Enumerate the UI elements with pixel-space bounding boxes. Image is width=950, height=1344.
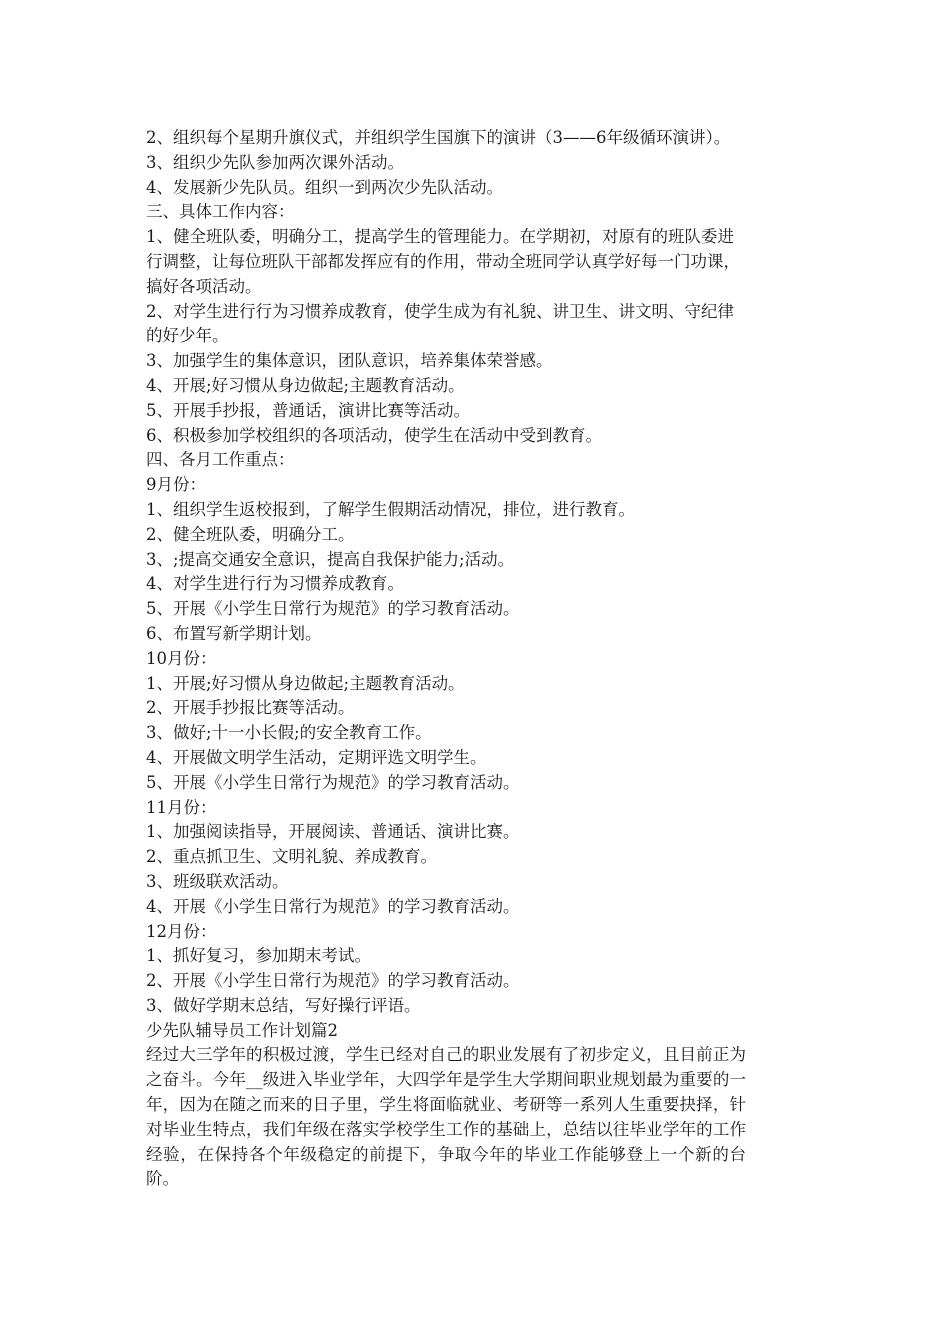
paragraph: 4、发展新少先队员。组织一到两次少先队活动。 [146, 177, 503, 197]
paragraph: 3、组织少先队参加两次课外活动。 [146, 152, 404, 172]
paragraph: 2、组织每个星期升旗仪式，并组织学生国旗下的演讲（3——6年级循环演讲）。 [146, 128, 731, 147]
paragraph: 3、;提高交通安全意识，提高自我保护能力;活动。 [146, 549, 515, 569]
paragraph: 4、开展《小学生日常行为规范》的学习教育活动。 [146, 896, 520, 916]
month-heading: 11月份： [146, 797, 217, 817]
document-body [146, 126, 746, 1192]
paragraph: 2、健全班队委，明确分工。 [146, 524, 355, 544]
paragraph: 6、积极参加学校组织的各项活动，使学生在活动中受到教育。 [146, 425, 602, 445]
paragraph: 3、班级联欢活动。 [146, 871, 289, 891]
paragraph: 3、加强学生的集体意识，团队意识，培养集体荣誉感。 [146, 351, 553, 371]
paragraph: 2、开展《小学生日常行为规范》的学习教育活动。 [146, 971, 520, 991]
paragraph: 5、开展《小学生日常行为规范》的学习教育活动。 [146, 772, 520, 792]
paragraph: 5、开展《小学生日常行为规范》的学习教育活动。 [146, 599, 520, 619]
paragraph: 3、做好学期末总结，写好操行评语。 [146, 995, 421, 1015]
section-heading: 三、具体工作内容： [146, 202, 295, 222]
paragraph: 2、开展手抄报比赛等活动。 [146, 698, 355, 718]
paragraph: 1、组织学生返校报到，了解学生假期活动情况，排位，进行教育。 [146, 499, 635, 519]
paragraph: 1、开展;好习惯从身边做起;主题教育活动。 [146, 673, 465, 693]
month-heading: 10月份： [146, 648, 217, 668]
paragraph: 4、开展;好习惯从身边做起;主题教育活动。 [146, 375, 465, 395]
paragraph: 2、对学生进行行为习惯养成教育，使学生成为有礼貌、讲卫生、讲文明、守纪律的好少年。 [146, 301, 734, 346]
paragraph: 经过大三学年的积极过渡，学生已经对自己的职业发展有了初步定义，且目前正为之奋斗。今年__级进入毕业学年，大四学年是学生大学期间职业规划最为重要的一年，因为在随之而来的日子里，学生将面临就业、考研等一系列人生重要抉择，针对毕业生特点，我们年级在落实学校学生工作的基础上，总结以往毕业学年的工作经验，在保持各个年级稳定的前提下，争取今年的毕业工作能够登上一个新的台阶。 [146, 1045, 746, 1189]
paragraph: 3、做好;十一小长假;的安全教育工作。 [146, 723, 432, 743]
section-heading: 四、各月工作重点： [146, 450, 295, 470]
paragraph: 1、抓好复习，参加期末考试。 [146, 946, 371, 966]
month-heading: 9月份： [146, 475, 206, 495]
paragraph: 6、布置写新学期计划。 [146, 623, 322, 643]
article-title: 少先队辅导员工作计划篇2 [146, 1020, 338, 1040]
paragraph: 2、重点抓卫生、文明礼貌、养成教育。 [146, 847, 437, 867]
month-heading: 12月份： [146, 921, 217, 941]
paragraph: 1、加强阅读指导，开展阅读、普通话、演讲比赛。 [146, 822, 520, 842]
paragraph: 5、开展手抄报，普通话，演讲比赛等活动。 [146, 400, 470, 420]
paragraph: 4、对学生进行行为习惯养成教育。 [146, 574, 404, 594]
paragraph: 1、健全班队委，明确分工，提高学生的管理能力。在学期初，对原有的班队委进行调整，让每位班队干部都发挥应有的作用，带动全班同学认真学好每一门功课，搞好各项活动。 [146, 227, 740, 296]
paragraph: 4、开展做文明学生活动，定期评选文明学生。 [146, 747, 487, 767]
